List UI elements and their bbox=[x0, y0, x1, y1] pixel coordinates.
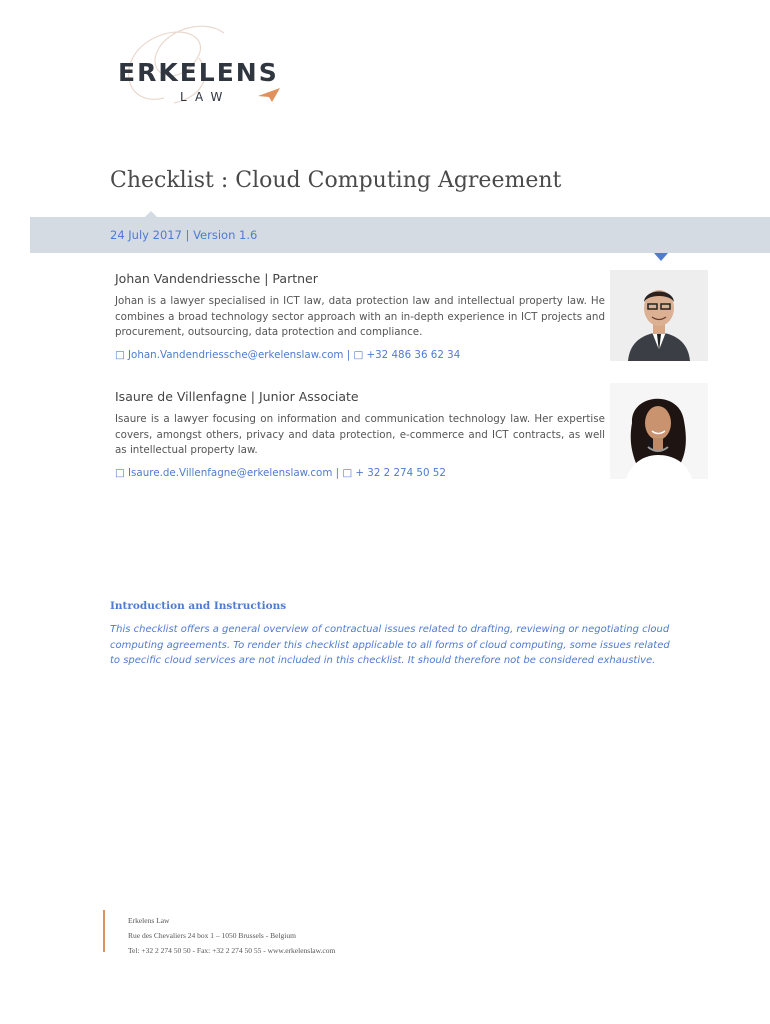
band-arrow-icon bbox=[654, 253, 668, 261]
logo-wordmark: ERKELENS bbox=[118, 58, 279, 87]
author-bio: Isaure is a lawyer focusing on information and communication technology law. Her expertise covers, amongst others, privacy and data protection, e-commerce and ICT contracts, as well as intellectual property law. bbox=[115, 413, 605, 456]
logo-subtitle: LAW bbox=[180, 90, 231, 104]
author-name: Isaure de Villenfagne | Junior Associate bbox=[115, 389, 359, 404]
document-title: Checklist : Cloud Computing Agreement bbox=[110, 168, 562, 193]
footer-accent-bar bbox=[103, 910, 105, 952]
author-contact[interactable]: □ Isaure.de.Villenfagne@erkelenslaw.com | □ + 32 2 274 50 52 bbox=[115, 466, 446, 479]
footer bbox=[128, 913, 335, 958]
date-version: 24 July 2017 | Version 1.6 bbox=[110, 228, 258, 242]
paper-plane-icon bbox=[258, 88, 280, 102]
footer-address: Rue des Chevaliers 24 box 1 – 1050 Brussels - Belgium bbox=[128, 931, 296, 940]
erkelens-logo bbox=[104, 18, 304, 108]
author-contact[interactable]: □ Johan.Vandendriessche@erkelenslaw.com | □ +32 486 36 62 34 bbox=[115, 348, 461, 361]
author-photo-johan bbox=[610, 270, 708, 361]
author-photo-isaure bbox=[610, 383, 708, 479]
author-name: Johan Vandendriessche | Partner bbox=[115, 271, 318, 286]
author-bio: Johan is a lawyer specialised in ICT law, data protection law and intellectual property law. He combines a broad technology sector approach with an in-depth experience in ICT projects and procurement, outsourcing, data protection and compliance. bbox=[115, 295, 605, 338]
footer-contact: Tel: +32 2 274 50 50 - Fax: +32 2 274 50 55 - www.erkelenslaw.com bbox=[128, 946, 336, 955]
author-isaure bbox=[115, 389, 605, 479]
band-notch bbox=[144, 211, 158, 218]
author-johan bbox=[115, 271, 605, 361]
footer-company: Erkelens Law bbox=[128, 916, 170, 925]
intro-heading: Introduction and Instructions bbox=[110, 600, 287, 612]
intro-text: This checklist offers a general overview of contractual issues related to drafting, reviewing or negotiating cloud computing agreements. To render this checklist applicable to all forms of cloud computing, some issues related to specific cloud services are not included in this checklist. It should therefore not be considered exhaustive. bbox=[110, 624, 670, 666]
